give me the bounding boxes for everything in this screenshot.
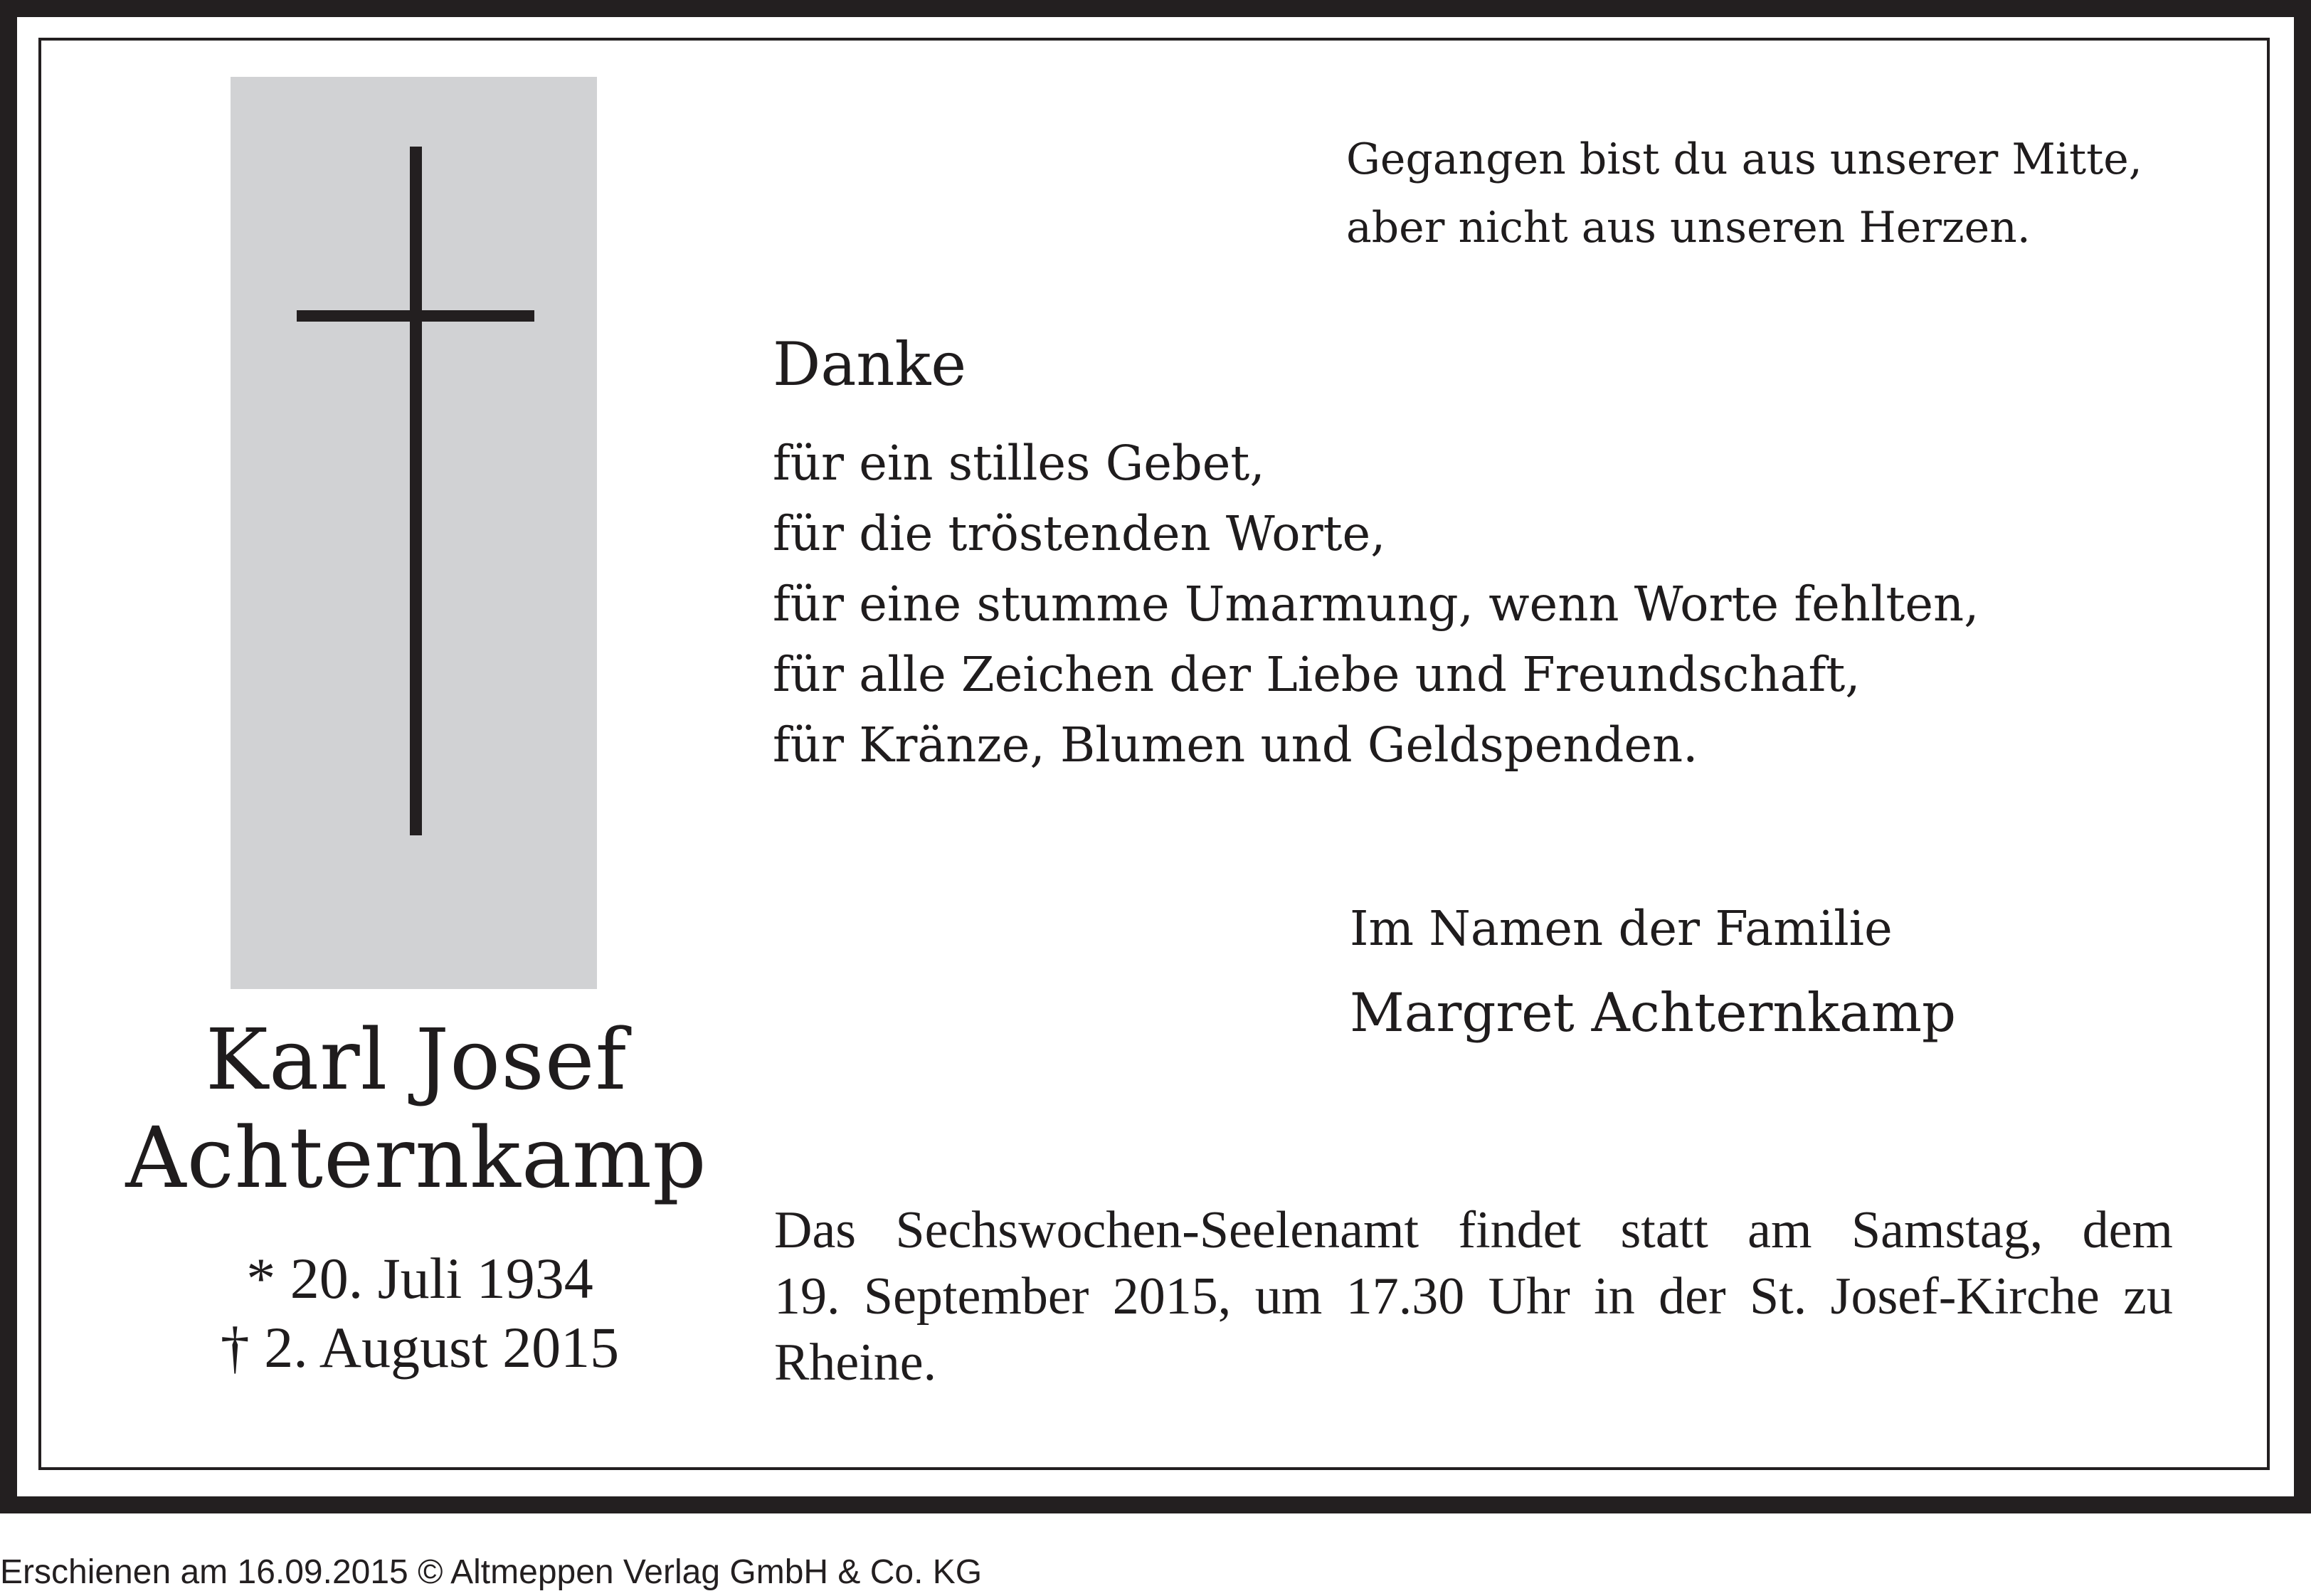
signature-block [1350,887,2132,1055]
deceased-first-names: Karl Josef [205,1010,628,1109]
cross-horizontal-beam [297,310,534,322]
service-line-3: Rheine. [774,1333,937,1392]
service-line-1: Das Sechswochen-Seelenamt findet statt am Samstag, dem [774,1201,2173,1259]
publication-footer: Erschienen am 16.09.2015 © Altmeppen Verlag GmbH & Co. KG [0,1553,983,1591]
signature-intro: Im Namen der Familie [1350,901,1893,956]
deceased-name [114,1010,719,1207]
motto-line-2: aber nicht aus unseren Herzen. [1346,203,2031,253]
life-dates [121,1244,719,1382]
cross-vertical-beam [410,147,422,835]
motto-line-1: Gegangen bist du aus unserer Mitte, [1346,134,2142,184]
service-line-2: 19. September 2015, um 17.30 Uhr in der St. Josef-Kirche zu [774,1267,2173,1326]
thanks-title: Danke [773,329,967,399]
thanks-line: für Kränze, Blumen und Geldspenden. [773,717,1698,773]
signature-name: Margret Achternkamp [1350,981,1957,1044]
thanks-list [773,428,2125,781]
thanks-line: für die tröstenden Worte, [773,506,1386,561]
thanks-line: für ein stilles Gebet, [773,435,1265,491]
death-date: † 2. August 2015 [220,1315,620,1380]
service-announcement [774,1198,2173,1396]
thanks-line: für alle Zeichen der Liebe und Freundschaft, [773,647,1861,702]
deceased-surname: Achternkamp [125,1109,707,1207]
thanks-line: für eine stumme Umarmung, wenn Worte fehlten, [773,576,1979,632]
birth-date: * 20. Juli 1934 [246,1246,593,1311]
motto-quote [1346,125,2228,262]
